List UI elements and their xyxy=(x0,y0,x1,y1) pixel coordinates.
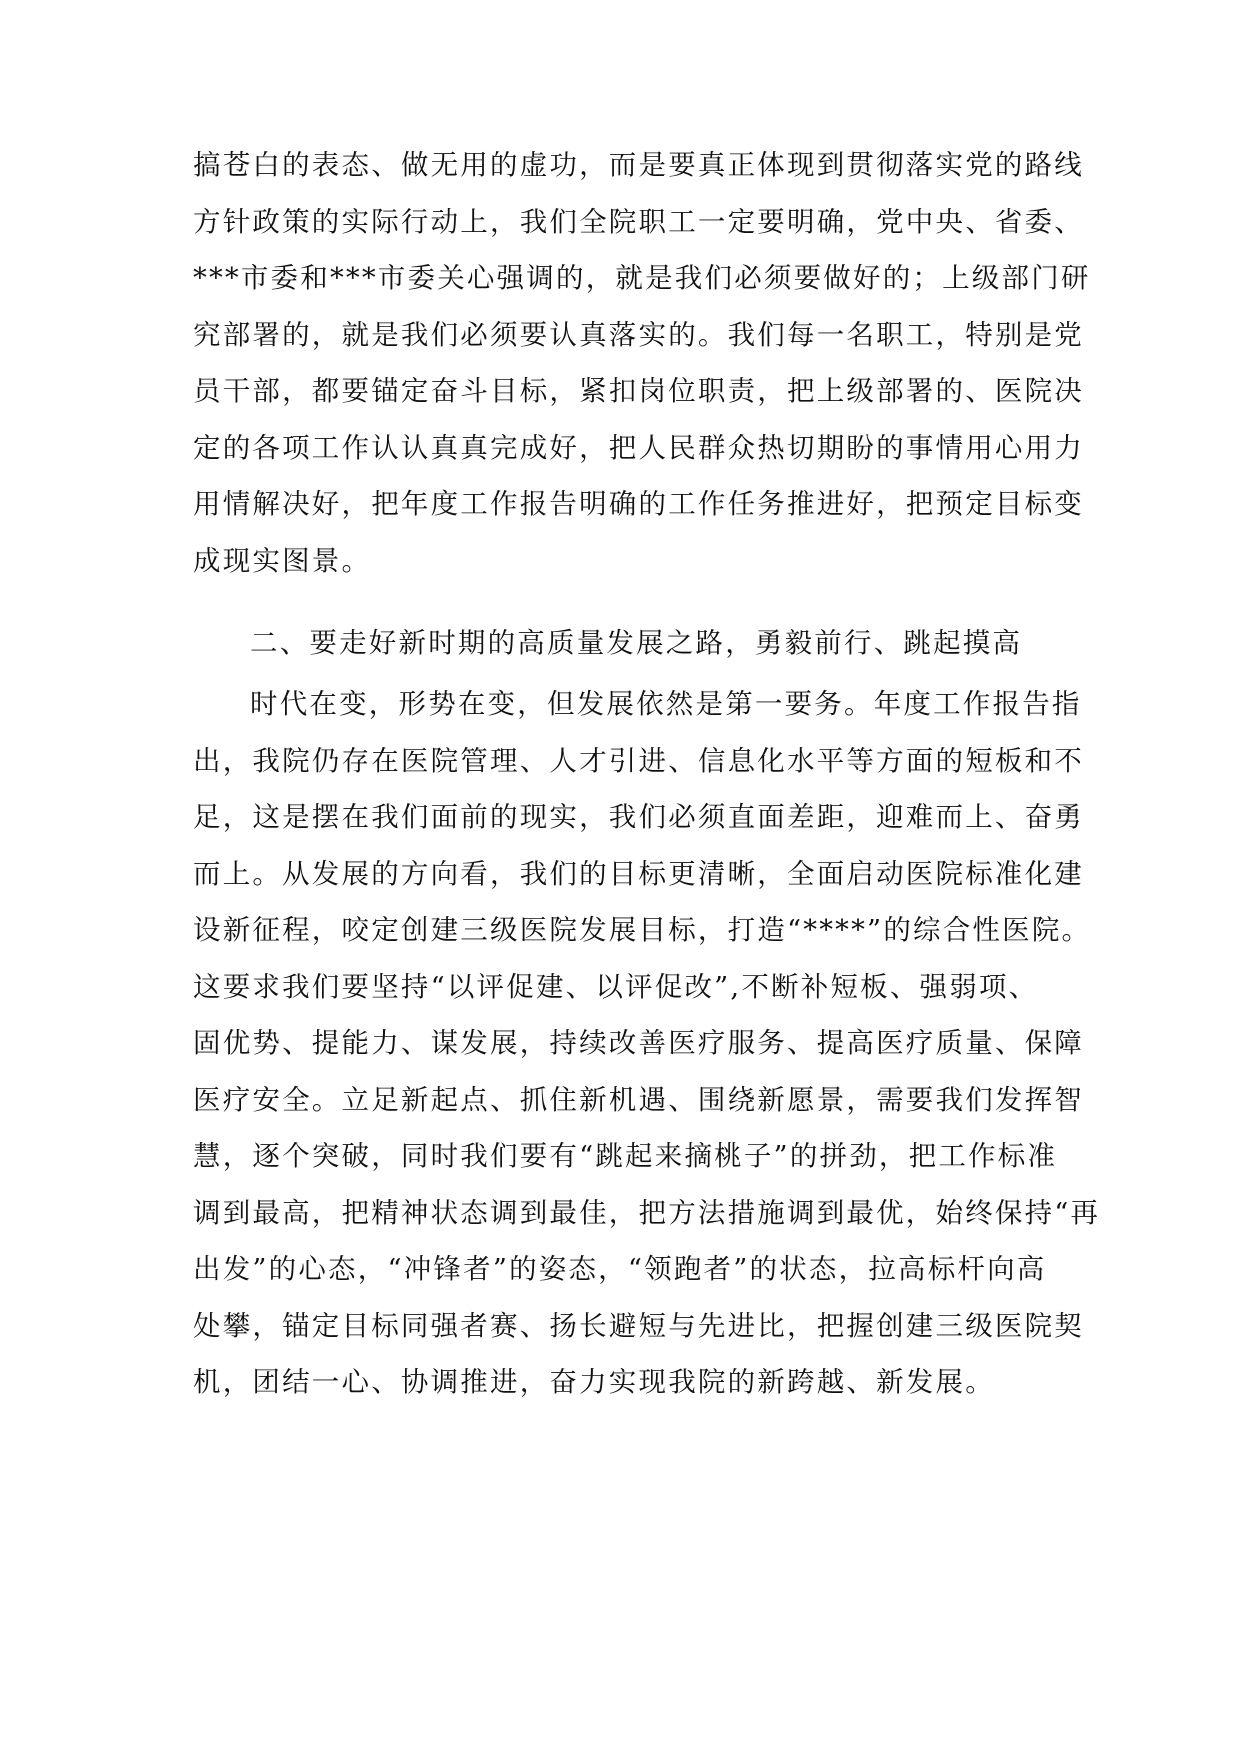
paragraph-2 xyxy=(193,676,1101,1411)
paragraph-1-line: 方针政策的实际行动上，我们全院职工一定要明确，党中央、省委、 xyxy=(193,205,1084,238)
paragraph-2-line: 足，这是摆在我们面前的现实，我们必须直面差距，迎难而上、奋勇 xyxy=(193,801,1084,833)
paragraph-1-line: 员干部，都要锚定奋斗目标，紧扣岗位职责，把上级部署的、医院决 xyxy=(193,375,1084,407)
paragraph-2-line: 出发”的心态，“冲锋者”的姿态，“领跑者”的状态，拉高标杆向高 xyxy=(193,1253,1047,1285)
paragraph-1-line: 定的各项工作认认真真完成好，把人民群众热切期盼的事情用心用力 xyxy=(193,431,1084,464)
paragraph-2-line: 设新征程，咬定创建三级医院发展目标，打造“****”的综合性医院。 xyxy=(193,914,1092,946)
paragraph-2-line: 固优势、提能力、谋发展，持续改善医疗服务、提高医疗质量、保障 xyxy=(193,1027,1084,1059)
paragraph-2-line: 处攀，锚定目标同强者赛、扬长避短与先进比，把握创建三级医院契 xyxy=(193,1309,1084,1342)
paragraph-2-line: 时代在变，形势在变，但发展依然是第一要务。年度工作报告指 xyxy=(250,688,1082,720)
paragraph-2-line: 调到最高，把精神状态调到最佳，把方法措施调到最优，始终保持“再 xyxy=(193,1196,1101,1229)
paragraph-1-line: 成现实图景。 xyxy=(193,544,372,577)
section-heading: 二、要走好新时期的高质量发展之路，勇毅前行、跳起摸高 xyxy=(250,627,1023,659)
paragraph-1-line: 究部署的，就是我们必须要认真落实的。我们每一名职工，特别是党 xyxy=(193,318,1084,351)
paragraph-1-line: 用情解决好，把年度工作报告明确的工作任务推进好，把预定目标变 xyxy=(193,488,1084,520)
paragraph-2-line: 慧，逐个突破，同时我们要有“跳起来摘桃子”的拼劲，把工作标准 xyxy=(193,1140,1058,1172)
paragraph-2-line: 出，我院仍存在医院管理、人才引进、信息化水平等方面的短板和不 xyxy=(193,744,1084,777)
paragraph-1 xyxy=(193,137,1091,589)
paragraph-1-line: 搞苍白的表态、做无用的虚功，而是要真正体现到贯彻落实党的路线 xyxy=(193,149,1084,181)
paragraph-2-line: 而上。从发展的方向看，我们的目标更清晰，全面启动医院标准化建 xyxy=(193,857,1084,890)
paragraph-2-line: 这要求我们要坚持“以评促建、以评促改”,不断补短板、强弱项、 xyxy=(193,970,1039,1003)
paragraph-2-line: 机，团结一心、协调推进，奋力实现我院的新跨越、新发展。 xyxy=(193,1366,995,1398)
paragraph-2-line: 医疗安全。立足新起点、抓住新机遇、围绕新愿景，需要我们发挥智 xyxy=(193,1083,1084,1116)
paragraph-1-line: ***市委和***市委关心强调的，就是我们必须要做好的；上级部门研 xyxy=(193,262,1091,294)
section-heading-block xyxy=(193,615,1053,672)
